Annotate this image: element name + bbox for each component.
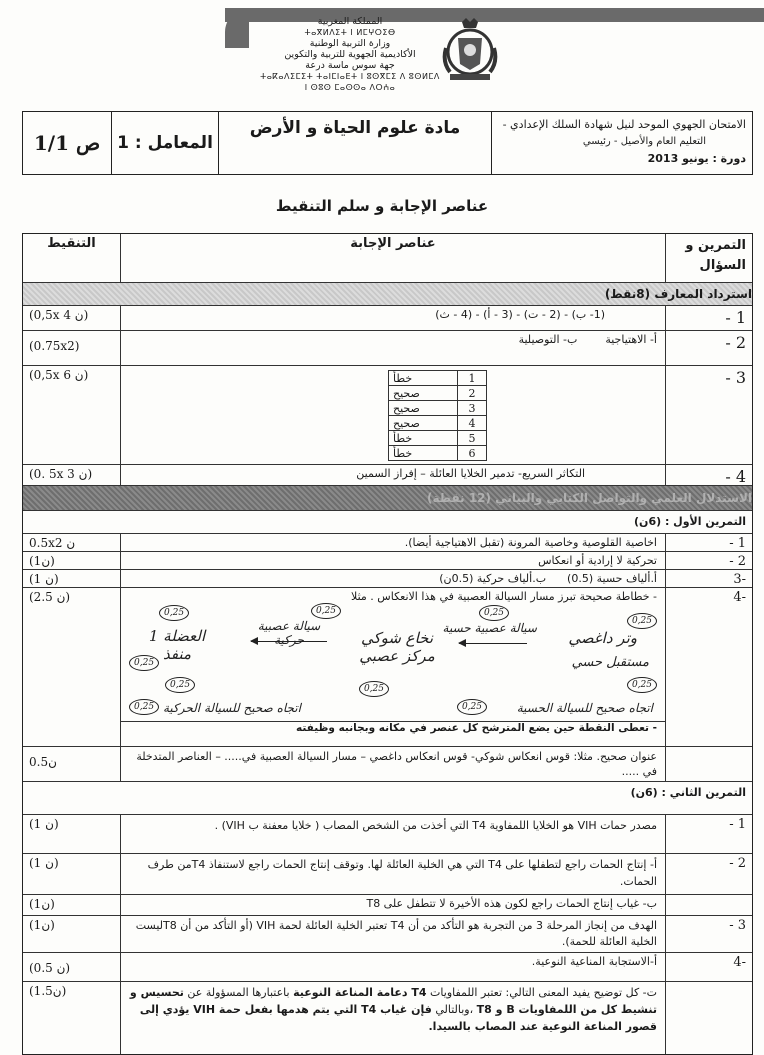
letterhead-kingdom-tifinagh: ⵜⴰⴳⵍⴷⵉⵜ ⵏ ⵍⵎⵖⵔⵉⴱ [304, 28, 396, 37]
section-knowledge: استرداد المعارف (8نقط) [23, 283, 752, 306]
motor-direction-label: اتجاه صحيح للسيالة الحركية [163, 701, 301, 715]
table-row [23, 331, 752, 366]
score: (1ن) [29, 554, 55, 568]
score-mark: 0,25 [627, 613, 657, 629]
table-row [23, 916, 752, 953]
answer-text: تحركية لا إرادية أو انعكاس [120, 552, 665, 569]
page-number: ص 1/1 [33, 131, 101, 155]
table-row [23, 465, 752, 486]
nerve-center-label: نخاع شوكي مركز عصبي [359, 629, 435, 665]
answer-text: مصدر حمات VIH هو الخلايا اللمفاوية T4 التي أخذت من الشخص المصاب ( خلايا معفنة ب VIH) . [120, 815, 665, 853]
exam-track: التعليم العام والأصيل - رئيسي [582, 136, 706, 147]
letterhead-region-tifinagh: ⵏ ⵙⵓⵙ ⵎⴰⵙⵙⴰ ⴷⵔⵄⴰ [304, 83, 396, 92]
answer-text: أ- إنتاج الحمات راجع لتطفلها على T4 التي هي الخلية العائلة لها. وتوقف إنتاج الحمات راجع لاستنفاذ T4من طرف الحمات. [120, 854, 665, 894]
question-number: 3 - [665, 366, 752, 464]
grid-header [23, 234, 752, 283]
coefficient: المعامل : 1 [111, 112, 218, 174]
question-number: 2 - [665, 331, 752, 365]
score-mark: 0,25 [165, 677, 195, 693]
page-title: عناصر الإجابة و سلم التنقيط [275, 197, 489, 215]
letterhead [250, 16, 450, 93]
score-mark: 0,25 [129, 699, 159, 715]
answer-text: الهدف من إنجاز المرحلة 3 من التجربة هو التأكد من أن T4 تعتبر الخلية العائلة لحمة VIH (أو التأكد من أن T8ليست الخلية العائلة للحمة). [120, 916, 665, 952]
score-mark: 0,25 [479, 605, 509, 621]
answer-a: أ- الاهتياجية [605, 333, 657, 346]
tf-row: 3 صحيح [389, 401, 487, 416]
letterhead-academy: الأكاديمية الجهوية للتربية والتكوين [284, 49, 416, 60]
motor-impulse-label: سيالة عصبية حركية [257, 619, 321, 647]
answer-b: ب.ألياف حركية (0.5ن) [439, 572, 547, 585]
score-mark: 0,25 [129, 655, 159, 671]
answer-b: ب- التوصيلية [518, 333, 578, 346]
question-number: 1 - [665, 815, 752, 853]
score: (1ن) [29, 897, 55, 911]
score: 0.5x2 ن [29, 536, 76, 550]
letterhead-ministry: وزارة التربية الوطنية [309, 38, 391, 49]
col-score-header: التنقيط [47, 236, 96, 251]
score-mark: 0,25 [311, 603, 341, 619]
table-row [23, 534, 752, 552]
grading-note: - تعطى النقطة حين يضع المترشح كل عنصر في مكانه وبجانبه وظيفته [121, 721, 665, 734]
tf-row: 4 صحيح [389, 416, 487, 431]
answer-grid [22, 233, 753, 1055]
col-question-header: التمرين و السؤال [665, 234, 752, 282]
score: (1 ن) [29, 817, 59, 831]
table-row [23, 366, 752, 465]
effector-label: العضلة 1 منفذ [148, 627, 206, 663]
sensory-direction-label: اتجاه صحيح للسيالة الحسية [516, 701, 653, 715]
letterhead-academy-tifinagh: ⵜⴰⴽⴰⴷⵉⵎⵉⵜ ⵜⴰⵏⵎⵏⴰⴹⵜ ⵏ ⵓⵙⴳⵎⵉ ⴷ ⵓⵙⵍⵎⴷ [260, 72, 440, 81]
score: (1 ن) [29, 856, 59, 870]
sensory-impulse-label: سيالة عصبية حسية [442, 621, 537, 635]
answer-text: أ-الاستجابة المناعية النوعية. [120, 953, 665, 981]
answer-a: أ.ألياف حسية (0.5) [567, 572, 657, 585]
coat-of-arms-emblem [440, 18, 500, 82]
score: (1ن) [29, 918, 55, 932]
reflex-arc-diagram [129, 603, 657, 721]
question-number: 2 - [665, 854, 752, 894]
score: (1 ن) [29, 572, 59, 586]
tf-row: 2 صحيح [389, 386, 487, 401]
receptor-label: مستقبل حسي [571, 655, 649, 670]
table-row [23, 570, 752, 588]
score: (2.5 ن) [29, 590, 71, 604]
true-false-table [388, 370, 487, 461]
diagram-title-answer: عنوان صحيح. مثلا: قوس انعكاس شوكي- قوس انعكاس داغصي – مسار السيالة العصبية في..... – العناصر المتدخلة في ..... [120, 747, 665, 781]
answer-text: ت- كل توضيح يفيد المعنى التالي: تعتبر اللمفاويات T4 دعامة المناعة النوعية باعتبارها المسؤولة عن تحسيس و تنشيط كل من اللمفاويات B و T8 ،وبالتالي فإن غياب T4 التي يتم هدمها بفعل حمة VIH يؤدي إلى قصور المناعة النوعية عند المصاب بالسيدا. [120, 982, 665, 1054]
exam-name: الامتحان الجهوي الموحد لنيل شهادة السلك الإعدادي - [502, 118, 746, 131]
table-row [23, 953, 752, 982]
section-reasoning: الاستدلال العلمي والتواصل الكتابي والبياني (12 نقطة) [23, 486, 752, 511]
question-number [665, 895, 752, 915]
exam-header [22, 111, 753, 175]
exercise1-title: التمرين الأول : (6ن) [23, 511, 752, 534]
score-mark: 0,25 [627, 677, 657, 693]
tf-row: 1 خطأ [389, 371, 487, 386]
answer-diagram-cell [120, 588, 665, 746]
score: 0.5ن [29, 755, 57, 769]
score: (0.5 ن) [29, 961, 71, 975]
table-row [23, 552, 752, 570]
col-answer-header: عناصر الإجابة [120, 234, 665, 282]
answer-text: ب- غياب إنتاج الحمات راجع لكون هذه الأخيرة لا تتطفل على T8 [120, 895, 665, 915]
table-row [23, 982, 752, 1054]
score: (0,5x 4 ن) [29, 308, 89, 322]
answer-text [120, 570, 665, 587]
score: (0.75x2) [29, 339, 80, 353]
question-number: 2 - [665, 552, 752, 569]
table-row [23, 588, 752, 747]
exam-info [491, 112, 752, 174]
table-row [23, 747, 752, 782]
exercise2-title: التمرين الثاني : (6ن) [23, 782, 752, 815]
table-row [23, 815, 752, 854]
question-number: 1 - [665, 306, 752, 330]
question-number: -4 [665, 588, 752, 746]
table-row [23, 854, 752, 895]
tf-row: 5 خطأ [389, 431, 487, 446]
exam-session: دورة : يونيو 2013 [647, 152, 746, 165]
score: (0. 5x 3 ن) [29, 467, 93, 481]
score-mark: 0,25 [359, 681, 389, 697]
score-mark: 0,25 [159, 605, 189, 621]
question-number: 1 - [665, 534, 752, 551]
score: (0,5x 6 ن) [29, 368, 89, 382]
letterhead-region: جهة سوس ماسة درعة [305, 60, 395, 71]
table-row [23, 895, 752, 916]
score-mark: 0,25 [457, 699, 487, 715]
question-number: 3 - [665, 916, 752, 952]
answer-true-false [120, 366, 665, 464]
letterhead-kingdom: المملكة المغربية [317, 16, 383, 27]
arrow-left-icon [459, 643, 527, 644]
question-number: -3 [665, 570, 752, 587]
question-number: -4 [665, 953, 752, 981]
answer-text [120, 331, 665, 365]
score: (1.5ن) [29, 984, 67, 998]
answer-text: اخاصية القلوصية وخاصية المرونة (تقبل الاهتياجية أيضا). [120, 534, 665, 551]
answer-text: التكاثر السريع- تدمير الخلايا العائلة – إفراز السمين [120, 465, 665, 485]
stimulus-label: وتر داغصي [568, 629, 637, 647]
answer-text: - خطاطة صحيحة تبرز مسار السيالة العصبية في هذا الانعكاس . مثلا [351, 590, 657, 603]
question-number: 4 - [665, 465, 752, 485]
table-row [23, 306, 752, 331]
answer-text: (1- ب) - (2 - ت) - (3 - أ) - (4 - ث) [120, 306, 665, 330]
tf-row: 6 خطأ [389, 446, 487, 461]
subject: مادة علوم الحياة و الأرض [218, 112, 491, 174]
